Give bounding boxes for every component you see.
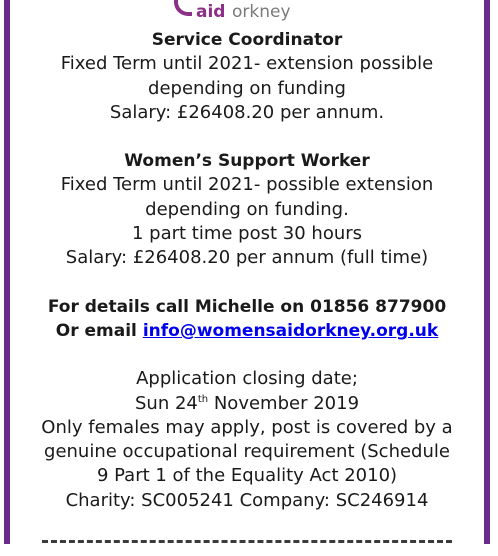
- logo-text-orkney: orkney: [232, 2, 291, 22]
- role1-term: Fixed Term until 2021- extension possible: [60, 53, 434, 75]
- role2-salary: Salary: £26408.20 per annum (full time): [65, 247, 429, 269]
- closing-date-rest: November 2019: [208, 392, 360, 414]
- closing-date-suffix: th: [197, 393, 209, 405]
- eligibility-note-3: 9 Part 1 of the Equality Act 2010): [96, 465, 398, 487]
- role2-funding: depending on funding.: [145, 198, 349, 220]
- role1-title: Service Coordinator: [151, 30, 343, 50]
- truncated-next-line: [14, 532, 480, 556]
- eligibility-note-1: Only females may apply, post is covered by a: [41, 416, 453, 438]
- closing-date: [14, 392, 480, 416]
- role1-funding: depending on funding: [148, 77, 346, 99]
- email-prefix: Or email: [55, 320, 143, 341]
- role2-hours: 1 part time post 30 hours: [131, 223, 363, 245]
- advert-body: [14, 28, 480, 513]
- email-link[interactable]: info@womensaidorkney.org.uk: [142, 320, 439, 341]
- contact-email-line: [14, 319, 480, 343]
- closing-label: Application closing date;: [136, 368, 358, 390]
- logo-mark-icon: [174, 0, 192, 16]
- contact-phone: For details call Michelle on 01856 877900: [47, 296, 447, 317]
- charity-company-numbers: Charity: SC005241 Company: SC246914: [65, 489, 429, 511]
- closing-date-day: Sun 24: [134, 392, 198, 414]
- logo-text-aid: aid: [196, 2, 226, 22]
- role2-title: Women’s Support Worker: [124, 151, 370, 172]
- eligibility-note-2: genuine occupational requirement (Schedule: [44, 441, 450, 463]
- role2-term: Fixed Term until 2021- possible extension: [60, 174, 434, 196]
- right-border: [484, 0, 490, 544]
- womens-aid-logo: [170, 0, 330, 24]
- left-border: [4, 0, 10, 544]
- role1-salary: Salary: £26408.20 per annum.: [109, 101, 385, 123]
